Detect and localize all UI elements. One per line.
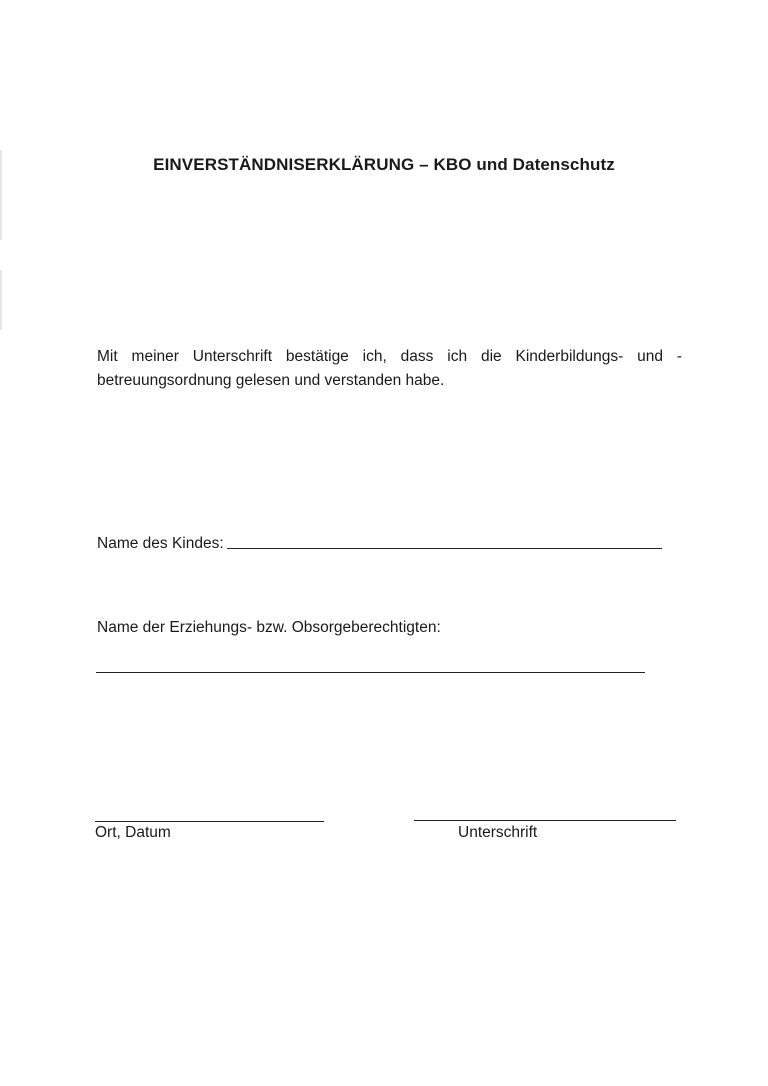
signature-label: Unterschrift <box>458 824 538 841</box>
consent-paragraph <box>97 345 682 393</box>
scan-edge-mark <box>0 270 2 330</box>
consent-paragraph-line-2: betreuungsordnung gelesen und verstanden habe. <box>97 372 445 389</box>
guardian-name-line <box>96 672 645 673</box>
child-name-field <box>97 534 662 553</box>
child-name-label: Name des Kindes: <box>97 535 224 552</box>
place-date-line <box>95 821 324 822</box>
child-name-line <box>227 534 662 549</box>
consent-paragraph-line-1: Mit meiner Unterschrift bestätige ich, dass ich die Kinderbildungs- und - <box>97 348 682 365</box>
guardian-name-label: Name der Erziehungs- bzw. Obsorgeberechtigten: <box>97 619 441 636</box>
place-date-label: Ort, Datum <box>95 824 171 841</box>
signature-line <box>414 820 676 821</box>
document-title: EINVERSTÄNDNISERKLÄRUNG – KBO und Datenschutz <box>153 155 615 174</box>
